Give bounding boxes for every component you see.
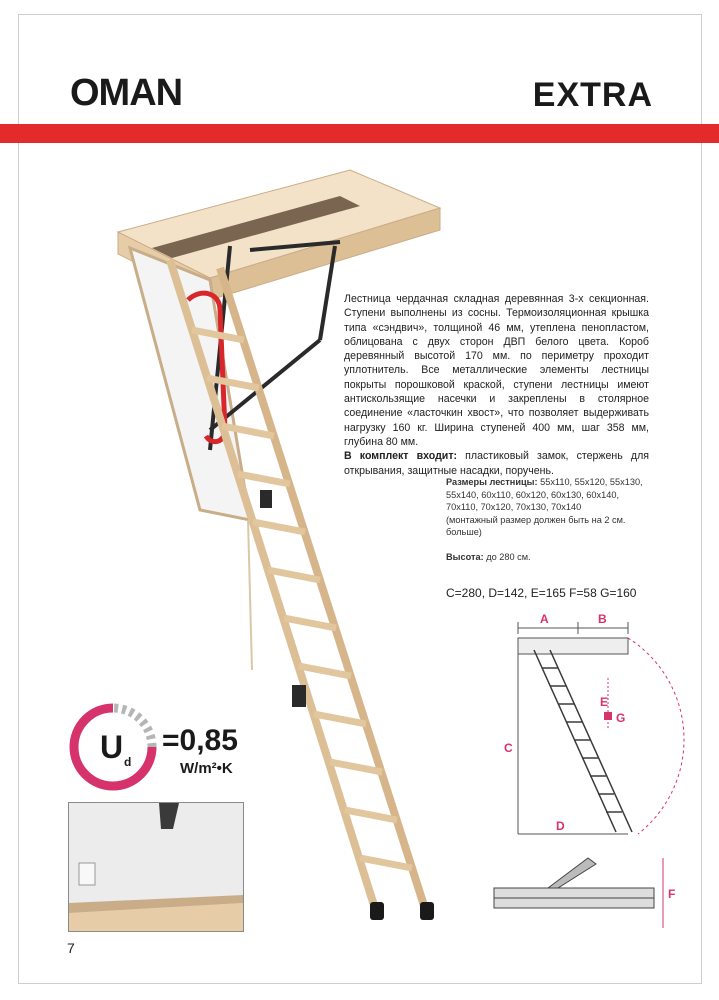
u-unit: W/m²•K bbox=[180, 760, 233, 777]
detail-inset-illustration bbox=[69, 803, 243, 931]
kit-text: пластиковый замок, стержень для открывания, защитные насадки, поручень. bbox=[344, 450, 650, 477]
page-number: 7 bbox=[67, 940, 75, 956]
height-text: до 280 см. bbox=[483, 551, 531, 562]
sizes-label: Размеры лестницы: bbox=[446, 477, 538, 487]
label-b: B bbox=[598, 612, 607, 626]
specs-block bbox=[446, 476, 651, 576]
height-paragraph bbox=[446, 551, 651, 564]
description-body: Лестница чердачная складная деревянная 3-х секционная. Ступени выполнены из сосны. Термоизоляционная крышка типа «сэндвич», толщиной 46 мм, утеплена пенопластом, облицована с двух сторон ДВП белого цвета. Короб деревянный высотой 170 мм. по периметру проходит уплотнитель. Все металлические элементы лестницы покрыты порошковой краской, ступени лестницы имеют антискользящие насечки и закреплены в столярное соединение «ласточкин хвост», что позволяет выдерживать нагрузку 160 кг. Ширина ступеней 400 мм, шаг 358 мм, глубина 80 мм. bbox=[344, 293, 649, 448]
kit-label: В комплект входит: bbox=[344, 450, 458, 463]
height-label: Высота: bbox=[446, 551, 484, 562]
label-a: A bbox=[540, 612, 549, 626]
label-g: G bbox=[616, 711, 626, 725]
model-title: EXTRA bbox=[532, 76, 653, 114]
u-subscript: d bbox=[124, 755, 132, 769]
label-d: D bbox=[556, 819, 565, 833]
u-letter: U bbox=[100, 729, 124, 765]
dimensions-line: C=280, D=142, E=165 F=58 G=160 bbox=[446, 586, 637, 600]
header-red-band bbox=[0, 124, 719, 143]
label-e: E bbox=[600, 695, 609, 709]
label-f: F bbox=[668, 887, 676, 901]
brand-logo-text: OMAN bbox=[70, 72, 183, 114]
u-value: =0,85 bbox=[162, 724, 238, 757]
dimension-diagram bbox=[488, 608, 688, 938]
label-c: C bbox=[504, 741, 513, 755]
sizes-note: (монтажный размер должен быть на 2 см. больше) bbox=[446, 514, 626, 538]
sizes-text: 55x110, 55x120, 55x130, 55x140, 60x110, 60x120, 60x130, 60x140, 70x110, 70x120, 70x130, 70x140 bbox=[446, 477, 643, 513]
sizes-paragraph bbox=[446, 476, 651, 539]
product-description bbox=[344, 292, 649, 478]
brand-logo bbox=[70, 72, 182, 115]
detail-inset-photo bbox=[68, 802, 244, 932]
